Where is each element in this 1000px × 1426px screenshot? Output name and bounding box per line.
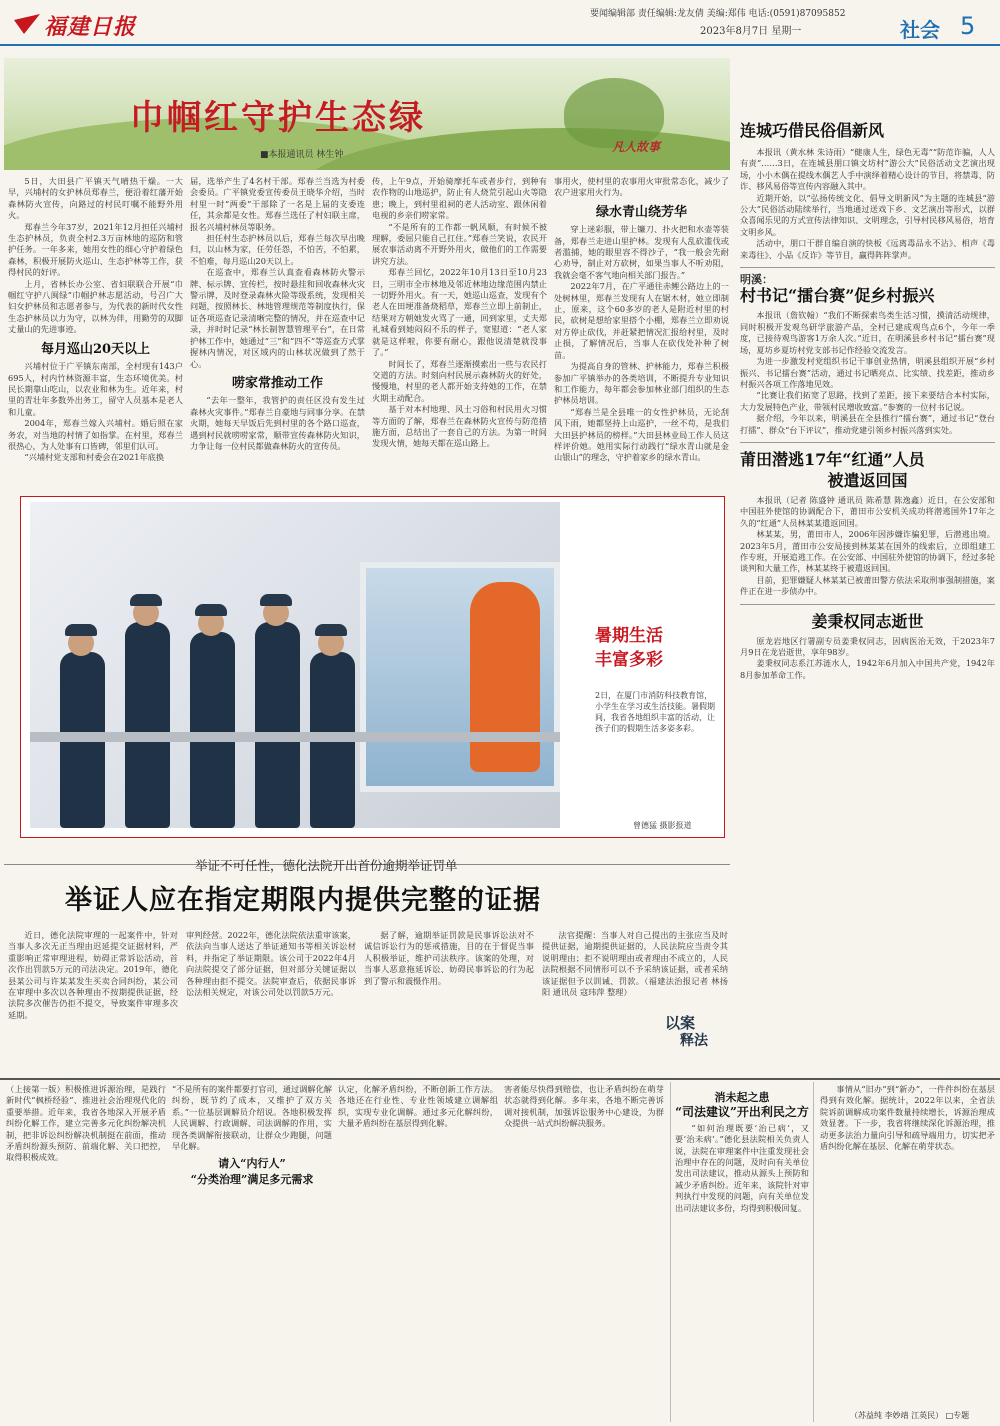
bottom-column-1	[6, 1084, 166, 1164]
masthead	[0, 0, 1000, 50]
paragraph: 积极推进诉源治理，是践行新时代“枫桥经验”、推进社会治理现代化的重要举措。近年来，我省各地深入开展矛盾纠纷化解工作，建立完善多元化纠纷解决机制，把非诉讼纠纷解决机制挺在前面，推动矛盾纠纷源头预防、前端化解、关口把控，取得积极成效。	[6, 1084, 166, 1163]
photo-title-line: 暑期生活	[595, 626, 663, 646]
divider	[740, 267, 995, 268]
paragraph: 为进一步激发村党组织书记干事创业热情，明溪县组织开展“乡村振兴、书记擂台赛”活动，通过书记晒亮点、比实绩、找差距，推动乡村振兴各项工作落地见效。	[740, 356, 995, 389]
paragraph: 本报讯（詹钦翰）“我们不断探索鸟类生活习惯，摸清活动规律，同时积极开发观鸟研学旅游产品，全村已建成观鸟点6个，今年一季度，已接待观鸟游客1万余人次。”近日，在明溪县乡村书记“擂台赛”现场，夏坊乡夏坊村党支部书记作经验交流发言。	[740, 310, 995, 355]
article2-column-1	[8, 930, 178, 1021]
paragraph: 郑春兰回忆，2022年10月13日至10月23日，三明市全市林地及邻近林地边缘范围内禁止一切野外用火。有一天，她巡山巡查，发现有个老人在田埂准备烧稻草，郑春兰立即上前制止，结果对方朝她发火骂了一通，回到家里，丈夫郑礼城看到她闷闷不乐的样子，宽慰道：“老人家就是这样啦，你要有耐心，跟他说清楚就没事了。”	[372, 267, 547, 358]
paragraph: 认定，化解矛盾纠纷，不断创新工作方法。各地还在行业性、专业性领域建立调解组织，实现专业化调解。通过多元化解纠纷，大量矛盾纠纷在基层得到化解。	[338, 1084, 498, 1129]
bottom-column-4	[504, 1084, 664, 1130]
article2-column-2	[186, 930, 356, 998]
story-headline[interactable]: 村书记“擂台赛”促乡村振兴	[740, 286, 935, 306]
article1-column-3	[372, 176, 547, 450]
paper-logo[interactable]	[12, 10, 162, 40]
divider	[740, 442, 995, 443]
story-kicker: 明溪：	[740, 273, 773, 287]
footer-credit: （苏益纯 李妙靖 江英民） □专题	[850, 1411, 970, 1420]
paragraph: “不是所有的案件都要打官司，通过调解化解纠纷，既节约了成本，又维护了双方关系。”一位基层调解员介绍说。各地积极发挥人民调解、行政调解、司法调解的作用，实现各类调解衔接联动，让群众少跑腿，问题早化解。	[172, 1084, 332, 1152]
paragraph: “比赛让我们拓宽了思路，找到了差距，接下来要结合本村实际，大力发展特色产业，带领村民增收致富。”参赛的一位村书记说。	[740, 390, 995, 412]
paragraph: 活动中，朋口干群自编自演的快板《远离毒品永不沾》、相声《毒来毒往》、小品《反诈》等节目，赢得阵阵掌声。	[740, 238, 995, 260]
bottom-column-2	[172, 1084, 332, 1189]
sidebar-box	[670, 1082, 814, 1422]
paragraph: 传，上午9点，开始骑摩托车或者步行，到种有农作物的山地巡护，防止有人烧荒引起山火等隐患；晚上，到村里祖祠的老人活动室、跟休闲着电视的乡亲们唠家常。	[372, 176, 547, 221]
subheading: 每月巡山20天以上	[40, 341, 151, 357]
photo-rail	[30, 732, 560, 742]
paragraph: 近期开始，以“弘扬传统文化、倡导文明新风”为主题的连城县“游公大”民俗活动陆续举行，当地通过送戏下乡、文艺演出等形式，以群众喜闻乐见的方式宣传法律知识、文明理念，引导村民移风易俗，培育文明乡风。	[740, 192, 995, 237]
logo-text: 释法	[680, 1033, 708, 1049]
obituary-headline[interactable]: 姜秉权同志逝世	[811, 611, 924, 631]
paragraph: 2004年，郑春兰嫁入兴埔村。婚后照在家务农，对当地的村情了如指掌。在村里，郑春兰很热心，为人处事有口皆碑，邻里们认可。	[8, 418, 183, 451]
paragraph: 目前，犯罪嫌疑人林某某已被莆田警方依法采取刑事强制措施，案件正在进一步侦办中。	[740, 574, 995, 597]
logo-text: 以案	[665, 1014, 696, 1032]
paragraph: 基于对本村地理、风土习俗和村民用火习惯等方面的了解，郑春兰在森林防火宣传与防范措施方面，总结出了一套自己的方法。为第一时间发现火情，她每天都在巡山路上。	[372, 404, 547, 449]
hero-byline: ■本报通讯员 林生钟	[260, 150, 344, 160]
paragraph: 本报讯（黄水林 朱诗雨）“健康人生，绿色无毒”“防范诈骗，人人有责”……3日，在连城县朋口镇文坊村“游公大”民俗活动文艺演出现场，小小木偶在提线木偶艺人手中演绎着精心设计的节目，将禁毒、防诈、移风易俗等宣传内容融入其中。	[740, 147, 995, 192]
paragraph: “郑春兰是全县唯一的女性护林员，无论刮风下雨，她都坚持上山巡护，一丝不苟，是我们大田县护林员的榜样。”大田县林业局工作人员这样评价她。她用实际行动践行“绿水青山就是金山银山”的理念，守护着家乡的绿水青山。	[554, 406, 729, 463]
paragraph: “去年一整年，我管护的责任区没有发生过森林火灾事件。”郑春兰自豪地与同事分享。在禁火期，她每天早饭后先到村里的各个路口巡查，遇到村民就唠唠家常，顺带宣传森林防火知识，力争让每一位村民都做森林防火的宣传员。	[190, 395, 365, 451]
paragraph: 郑春兰今年37岁，2021年12月担任兴埔村生态护林员，负责全村2.3万亩林地的巡防和管护任务。一年多来，她用女性的细心守护着绿色森林，积极开展防火巡山、生态护林等工作，获得村民的好评。	[8, 221, 183, 278]
paragraph: “不是所有的工作都一帆风顺，有时候不被理解，委屈只能自己扛住。”郑春兰笑说，农民开展农事活动离不开野外用火，做他们的工作需要讲究方法。	[372, 221, 547, 266]
subheading: 请入“内行人”	[218, 1157, 286, 1171]
paragraph: 5日，大田县广平镇天气晴热干燥。一大早，兴埔村的女护林员郑春兰，便沿着红藩开始森林防火宣传，向路过的村民叮嘱不能野外用火。	[8, 176, 183, 221]
photo-child	[190, 632, 235, 828]
photo-child	[125, 622, 170, 828]
continued-note: （上接第一版）	[6, 1084, 66, 1094]
bottom-column-6	[820, 1084, 995, 1152]
paper-name: 福建日报	[44, 14, 137, 40]
paragraph: 在巡查中，郑春兰认真查看森林防火警示牌、标示牌、宣传栏，按时悬挂和回收森林火灾警示牌，及时登录森林火险等级系统，发现相关问题，按照林长、林地管理规范等制度执行，保证各项巡查记录清晰完整的情况，并在巡查中记录，并时时记录“林长制智慧管理平台”，在日常护林工作中，她通过“三”和“四不”等巡查方式掌握林内情况，对区域内的山林状况做到了然于心。	[190, 267, 365, 369]
article2-kicker: 举证不可任性，德化法院开出首份逾期举证罚单	[195, 858, 458, 873]
paragraph: 原龙岩地区行署副专员姜秉权同志，因病医治无效，于2023年7月9日在龙岩逝世，享年98岁。	[740, 635, 995, 657]
news-photo[interactable]	[30, 502, 560, 828]
divider	[740, 604, 995, 605]
paragraph: 法官提醒：当事人对自己提出的主张应当及时提供证据，逾期提供证据的，人民法院应当责令其说明理由；拒不说明理由或者理由不成立的，人民法院根据不同情形可以不予采纳该证据，或者采纳该证据但予以训诫、罚款。（福建法治报记者 林扬阳 通讯员 寇玮萍 整理）	[542, 930, 728, 998]
paragraph: “兴埔村党支部和村委会在2021年底换	[24, 452, 165, 463]
right-sidebar	[740, 58, 995, 1018]
article2-column-3	[364, 930, 534, 987]
paragraph: 2022年7月，在广平通往赤鲤公路边上的一处树林里，郑春兰发现有人在锯木材，她立即制止，原来，这个60多岁的老人是附近村里的村民，砍树是想给家里搭个小棚，郑春兰立即劝说对方停止砍伐，并赶紧把情况汇报给村里，及时止损，了解情况后，当事人在砍伐处补种了树苗。	[554, 281, 729, 360]
story-headline[interactable]: 莆田潜逃17年“红通”人员	[740, 449, 925, 469]
paragraph: “如何治理既要‘治已病’，又要‘治未病’。”德化县法院相关负责人说，法院在审理案件中注重发现社会治理中存在的问题，及时向有关单位发出司法建议，推动从源头上预防和减少矛盾纠纷。近年来，该院针对审判执行中发现的问题，向有关单位发出司法建议多份，均得到积极回复。	[675, 1122, 809, 1213]
article2-column-4	[542, 930, 728, 998]
bottom-section-rule	[0, 1078, 1000, 1080]
paragraph: 事用火，使村里的农事用火审批常态化，减少了农户进家用火行为。	[554, 176, 729, 198]
masthead-rule	[0, 44, 1000, 46]
story-headline[interactable]: 连城巧借民俗倡新风	[740, 121, 885, 140]
box-headline-line2[interactable]: “司法建议”开出利民之方	[675, 1105, 809, 1120]
column-badge: 凡人故事	[612, 140, 661, 154]
bottom-column-3	[338, 1084, 498, 1130]
law-column-logo	[655, 1010, 725, 1050]
subheading: 绿水青山绕芳华	[595, 204, 687, 220]
article1-column-4	[554, 176, 729, 464]
paragraph: 近日，德化法院审理的一起案件中，针对当事人多次无正当理由迟延提交证据材料，严重影响正常审理进程，妨碍正常诉讼活动，首次作出罚款5万元的司法决定。2019年，德化县某公司与许某某发生买卖合同纠纷，某公司在审理中多次以各种理由不按期提供证据，经法院多次催告仍拒不提交，导致案件审理多次延期。	[8, 930, 178, 1020]
section-name: 社会	[900, 18, 940, 42]
paragraph: 届，选举产生了4名村干部。郑春兰当选为村委会委员。广平镇党委宣传委员王晓华介绍，当时村里一时“两委”干部除了一名是上届的支委连任，其余都是女性。郑春兰选任了村妇联主席，报名兴埔村林员等职务。	[190, 176, 365, 232]
paragraph: 为提高自身的管林、护林能力，郑春兰积极参加广平镇举办的各类培训，不断提升专业知识和工作能力，每年都会参加林业部门组织的生态护林员培训。	[554, 361, 729, 406]
paragraph: 时间长了，郑春兰逐渐摸索出一些与农民打交道的方法。时刻向村民展示森林防火的好处，慢慢地，村里的老人都开始支持她的工作，在禁火期主动配合。	[372, 358, 547, 403]
paragraph: 据介绍，今年以来，明溪县在全县推行“擂台赛”，通过书记“登台打擂”、群众“台下评议”，推动党建引领乡村振兴落到实处。	[740, 413, 995, 435]
paragraph: 上月，省林长办公室、省妇联联合开展“巾帼红守护八闽绿”巾帼护林志愿活动，号召广大妇女护林员和志愿者参与，为代表的新时代女性生态护林员以力为守，以林为伴，用勤劳的双脚丈量山的先进事迹。	[8, 278, 183, 335]
editors-line: 要闻编辑部 责任编辑:龙友倩 美编:郑伟 电话:(0591)87095852	[590, 9, 846, 19]
box-headline[interactable]: 消未起之患	[714, 1091, 770, 1104]
paragraph: 兴埔村位于广平镇东南部，全村现有143户695人，村内竹林资源丰富，生态环境优美。村民长期靠山吃山，以农业和林为生。近年来，村里的青壮年多数外出务工，留守人员基本是老人和儿童。	[8, 361, 183, 417]
story-headline-line2[interactable]: 被遣返回国	[827, 470, 908, 490]
paragraph: 穿上迷彩服，带上镰刀、扑火把和水壶等装备，郑春兰走进山里护林。发现有人乱砍滥伐或者滥捕，她的眼里容不得沙子，“我一般会先耐心劝导，制止对方砍树，如果当事人不听劝阻，我就会毫不客气地向相关部门报告。”	[554, 224, 729, 280]
issue-date: 2023年8月7日 星期一	[700, 26, 802, 37]
logo-swoosh-icon	[12, 12, 42, 36]
paragraph: 害者能尽快得到赔偿，也让矛盾纠纷在萌芽状态就得到化解。多年来，各地不断完善诉调对接机制，加强诉讼服务中心建设，为群众提供一站式纠纷解决服务。	[504, 1084, 664, 1129]
photo-credit: 曾德猛 摄影报道	[633, 821, 692, 830]
paragraph: 姜秉权同志系江苏涟水人，1942年6月加入中国共产党，1942年8月参加革命工作。	[740, 658, 995, 680]
paragraph: 本报讯（记者 陈盛钟 通讯员 陈希慧 陈逸鑫）近日，在公安部和中国驻外使馆的协调配合下，莆田市公安机关成功将潜逃国外17年之久的“红通”人员林某某遣返回国。	[740, 494, 995, 528]
paragraph: 担任村生态护林员以后，郑春兰每次早出晚归，以山林为家，任劳任怨，不怕苦，不怕累，不怕难，每月巡山20天以上。	[190, 233, 365, 266]
photo-title	[595, 624, 663, 672]
paragraph: 审判经营。2022年，德化法院依法重审该案，依法向当事人送达了举证通知书等相关诉讼材料，并指定了举证期限。该公司于2022年4月向法院提交了部分证据，但对部分关键证据以各种理由拒不提交。法院审查后，依据民事诉讼法相关规定，对该公司处以罚款5万元。	[186, 930, 356, 998]
subheading: “分类治理”满足多元需求	[190, 1172, 314, 1186]
photo-child	[255, 622, 300, 828]
paragraph: 据了解，逾期举证罚款是民事诉讼法对不诚信诉讼行为的惩戒措施，目的在于督促当事人积极举证，维护司法秩序。该案的处理，对当事人恶意拖延诉讼、妨碍民事诉讼的行为起到了警示和震慑作用。	[364, 930, 534, 986]
photo-title-line: 丰富多彩	[595, 650, 663, 670]
subheading: 唠家常推动工作	[231, 375, 323, 391]
photo-caption: 2日，在厦门市消防科技教育馆，小学生在学习或生活技能。暑假期间，我省各地组织丰富的活动，让孩子们的假期生活多姿多彩。	[595, 691, 715, 733]
article2-headline[interactable]: 举证人应在指定期限内提供完整的证据	[65, 885, 541, 916]
article1-column-2	[190, 176, 365, 452]
photo-firefighter-figure	[470, 582, 540, 772]
article1-column-1	[8, 176, 183, 464]
page-number: 5	[960, 12, 976, 40]
hero-title[interactable]: 巾帼红守护生态绿	[130, 98, 426, 138]
paragraph: 事情从“旧办”到“新办”，一件件纠纷在基层得到有效化解。据统计，2022年以来，全省法院诉前调解成功案件数量持续增长，诉源治理成效显著。下一步，我省将继续深化诉源治理，推动更多法治力量向引导和疏导端用力，切实把矛盾纠纷化解在基层、化解在萌芽状态。	[820, 1084, 995, 1152]
paragraph: 林某某，男，莆田市人，2006年因涉嫌诈骗犯罪，后潜逃出境。2023年5月，莆田市公安局接到林某某在国外的线索后，立即组建工作专班，开展追逃工作。在公安部、中国驻外使馆的协调下，经过多轮谈判和大量工作，林某某终于被遣返回国。	[740, 529, 995, 574]
